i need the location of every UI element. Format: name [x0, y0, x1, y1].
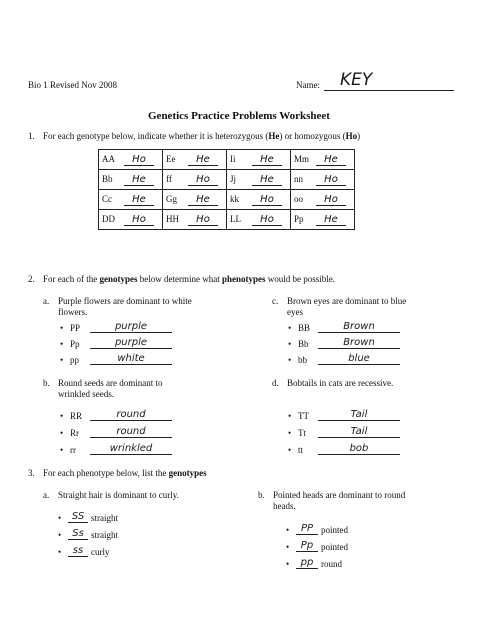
bullet: •	[60, 339, 64, 349]
bullet: •	[288, 323, 292, 333]
genotype-item	[58, 511, 118, 523]
genotype-symbol: kk	[230, 193, 239, 204]
q3a-label: a.	[43, 490, 50, 500]
phenotype-label: straight	[91, 530, 118, 540]
genotype-label: bb	[298, 355, 307, 365]
bullet: •	[288, 355, 292, 365]
zygosity-answer: Ho	[252, 194, 282, 206]
genotype-item	[286, 523, 348, 535]
genotype-label: TT	[298, 411, 309, 421]
course-label: Bio 1 Revised Nov 2008	[28, 80, 117, 90]
phenotype-answer: bob	[318, 443, 400, 455]
phenotype-item	[288, 426, 400, 438]
bullet: •	[60, 355, 64, 365]
phenotype-item	[60, 443, 172, 455]
bullet: •	[60, 411, 64, 421]
zygosity-answer: He	[316, 214, 346, 226]
genotype-cell	[291, 170, 355, 190]
phenotype-item	[60, 321, 172, 333]
phenotype-label: straight	[91, 513, 118, 523]
q3b-line2: heads.	[273, 501, 296, 511]
genotype-cell	[291, 190, 355, 210]
q3a-line1: Straight hair is dominant to curly.	[58, 490, 179, 500]
genotype-cell	[163, 150, 227, 170]
q2b-line2: wrinkled seeds.	[58, 389, 114, 399]
phenotype-answer: Brown	[318, 321, 400, 333]
zygosity-answer: He	[188, 194, 218, 206]
bullet: •	[288, 411, 292, 421]
bullet: •	[286, 525, 290, 535]
genotype-label: rr	[70, 445, 76, 455]
page-title: Genetics Practice Problems Worksheet	[148, 110, 330, 122]
genotype-label: RR	[70, 411, 83, 421]
phenotype-item	[60, 337, 172, 349]
genotype-cell	[227, 170, 291, 190]
genotype-answer: pp	[296, 557, 318, 569]
phenotype-item	[288, 321, 400, 333]
genotype-cell	[291, 150, 355, 170]
genotype-symbol: Jj	[230, 173, 237, 184]
phenotype-answer: blue	[318, 353, 400, 365]
zygosity-answer: He	[316, 154, 346, 166]
bullet: •	[288, 445, 292, 455]
genotype-cell	[227, 190, 291, 210]
phenotype-answer: Brown	[318, 337, 400, 349]
genotype-label: Pp	[70, 339, 80, 349]
genotype-label: BB	[298, 323, 311, 333]
genotype-row	[99, 190, 355, 210]
zygosity-answer: Ho	[124, 214, 154, 226]
bullet: •	[60, 445, 64, 455]
q2b-label: b.	[43, 378, 50, 388]
phenotype-item	[288, 443, 400, 455]
genotype-table	[98, 149, 355, 230]
genotype-symbol: Ii	[230, 153, 236, 164]
q2-prompt: For each of the genotypes below determine what phenotypes would be possible.	[43, 274, 335, 284]
q2c-line2: eyes	[287, 307, 303, 317]
genotype-item	[286, 557, 342, 569]
q2a-label: a.	[43, 296, 50, 306]
genotype-symbol: Pp	[294, 213, 304, 224]
q1-prompt: For each genotype below, indicate whether it is heterozygous (He) or homozygous (Ho)	[43, 131, 361, 141]
genotype-item	[58, 545, 110, 557]
q2c-line1: Brown eyes are dominant to blue	[287, 296, 407, 306]
q3-number: 3.	[28, 468, 35, 478]
q2d-line1: Bobtails in cats are recessive.	[287, 378, 394, 388]
phenotype-answer: Tail	[318, 409, 400, 421]
bullet: •	[288, 428, 292, 438]
phenotype-item	[60, 426, 172, 438]
genotype-symbol: Ee	[166, 153, 176, 164]
q3b-line1: Pointed heads are dominant to round	[273, 490, 406, 500]
genotype-symbol: nn	[294, 173, 303, 184]
q2b-line1: Round seeds are dominant to	[58, 378, 163, 388]
q1-number: 1.	[28, 131, 35, 141]
genotype-cell	[99, 210, 163, 230]
zygosity-answer: Ho	[316, 194, 346, 206]
genotype-label: PP	[70, 323, 81, 333]
q2a-line2: flowers.	[58, 307, 88, 317]
phenotype-answer: Tail	[318, 426, 400, 438]
genotype-answer: ss	[68, 545, 88, 557]
phenotype-label: pointed	[321, 525, 348, 535]
bullet: •	[288, 339, 292, 349]
bullet: •	[286, 542, 290, 552]
genotype-cell	[99, 190, 163, 210]
genotype-cell	[163, 190, 227, 210]
genotype-cell	[163, 170, 227, 190]
genotype-cell	[163, 210, 227, 230]
zygosity-answer: Ho	[252, 214, 282, 226]
genotype-symbol: Bb	[102, 173, 113, 184]
genotype-symbol: Cc	[102, 193, 112, 204]
genotype-cell	[227, 210, 291, 230]
zygosity-answer: He	[252, 174, 282, 186]
q2c-label: c.	[272, 296, 279, 306]
phenotype-label: pointed	[321, 542, 348, 552]
genotype-answer: Pp	[296, 540, 318, 552]
genotype-label: Rr	[70, 428, 79, 438]
zygosity-answer: Ho	[316, 174, 346, 186]
bullet: •	[60, 428, 64, 438]
bullet: •	[60, 323, 64, 333]
genotype-cell	[291, 210, 355, 230]
genotype-label: tt	[298, 445, 304, 455]
genotype-label: Tt	[298, 428, 306, 438]
genotype-symbol: Mm	[294, 153, 310, 164]
zygosity-answer: He	[124, 174, 154, 186]
phenotype-label: round	[321, 559, 342, 569]
zygosity-answer: Ho	[124, 154, 154, 166]
genotype-row	[99, 150, 355, 170]
genotype-row	[99, 170, 355, 190]
phenotype-answer: round	[90, 426, 172, 438]
name-value: KEY	[340, 70, 373, 90]
bullet: •	[58, 547, 62, 557]
genotype-cell	[227, 150, 291, 170]
zygosity-answer: Ho	[188, 174, 218, 186]
phenotype-item	[288, 409, 400, 421]
genotype-symbol: DD	[102, 213, 115, 224]
phenotype-answer: round	[90, 409, 172, 421]
genotype-answer: SS	[68, 511, 88, 523]
genotype-cell	[99, 150, 163, 170]
genotype-label: pp	[70, 355, 79, 365]
genotype-item	[58, 528, 118, 540]
zygosity-answer: He	[188, 154, 218, 166]
q3-prompt: For each phenotype below, list the genotypes	[43, 468, 207, 478]
phenotype-answer: wrinkled	[90, 443, 172, 455]
genotype-answer: Ss	[68, 528, 88, 540]
bullet: •	[286, 559, 290, 569]
phenotype-item	[288, 337, 400, 349]
q2-number: 2.	[28, 274, 35, 284]
genotype-answer: PP	[296, 523, 318, 535]
q3b-label: b.	[258, 490, 265, 500]
name-line	[324, 90, 454, 91]
genotype-symbol: LL	[230, 213, 241, 224]
zygosity-answer: Ho	[188, 214, 218, 226]
zygosity-answer: He	[124, 194, 154, 206]
genotype-label: Bb	[298, 339, 309, 349]
phenotype-item	[60, 353, 172, 365]
bullet: •	[58, 530, 62, 540]
phenotype-answer: purple	[90, 321, 172, 333]
genotype-cell	[99, 170, 163, 190]
genotype-symbol: ff	[166, 173, 172, 184]
genotype-item	[286, 540, 348, 552]
q2a-line1: Purple flowers are dominant to white	[58, 296, 192, 306]
phenotype-answer: white	[90, 353, 172, 365]
phenotype-answer: purple	[90, 337, 172, 349]
phenotype-item	[288, 353, 400, 365]
genotype-symbol: HH	[166, 213, 179, 224]
phenotype-item	[60, 409, 172, 421]
genotype-symbol: Gg	[166, 193, 177, 204]
q2d-label: d.	[272, 378, 279, 388]
genotype-symbol: oo	[294, 193, 303, 204]
genotype-row	[99, 210, 355, 230]
name-label: Name:	[296, 80, 320, 90]
phenotype-label: curly	[91, 547, 110, 557]
zygosity-answer: He	[252, 154, 282, 166]
genotype-symbol: AA	[102, 153, 115, 164]
bullet: •	[58, 513, 62, 523]
